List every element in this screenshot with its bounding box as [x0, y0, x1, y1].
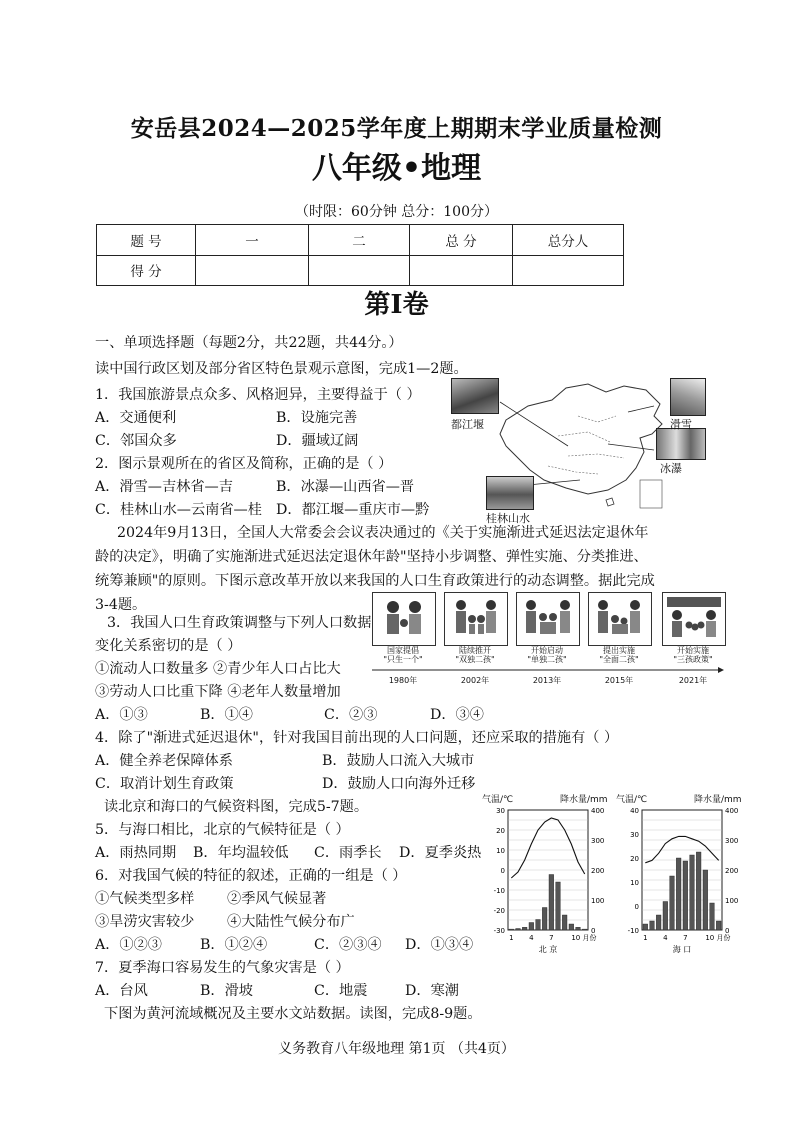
y2-tick-label: 100 — [591, 897, 605, 905]
exam-title: 安岳县2024—2025学年度上期期末学业质量检测 — [130, 115, 663, 142]
option: C．②③④ — [314, 937, 382, 953]
precipitation-bar — [656, 915, 661, 930]
family-illustration-icon — [373, 593, 435, 645]
option: B．滑坡 — [200, 983, 253, 999]
intro-text: 下图为黄河流域概况及主要水文站数据。读图，完成8-9题。 — [104, 1006, 482, 1022]
map-label: 滑雪 — [670, 418, 692, 431]
family-illustration-icon — [517, 593, 579, 645]
policy-caption: "单独二孩" — [527, 655, 567, 664]
option: D．都江堰—重庆市—黔 — [276, 502, 430, 518]
option: D．①③④ — [405, 937, 474, 953]
score-table-header-row — [97, 225, 624, 256]
dujiangyan-photo — [451, 378, 499, 414]
y-tick-label: 30 — [496, 807, 505, 815]
option: C．②③ — [324, 707, 378, 723]
temperature-curve — [511, 818, 584, 878]
option: A．①③ — [95, 707, 148, 723]
temperature-curve — [645, 836, 718, 862]
score-table-score-row — [97, 255, 624, 286]
precipitation-bar — [676, 858, 681, 930]
precipitation-bar — [696, 852, 701, 930]
precipitation-bar — [710, 903, 715, 930]
option: B．鼓励人口流入大城市 — [322, 753, 475, 769]
score-cell: 总 分 — [410, 225, 513, 256]
volume-title: 第I卷 — [364, 290, 429, 320]
chart-y2label: 降水量/mm — [560, 795, 608, 805]
policy-panel — [372, 592, 436, 646]
option: ③旱涝灾害较少 — [95, 914, 195, 930]
policy-year: 2013年 — [532, 676, 562, 685]
y2-tick-label: 0 — [725, 927, 730, 935]
timeline-axis — [372, 666, 724, 676]
question-stem: 1．我国旅游景点众多、风格迥异，主要得益于（ ） — [95, 387, 421, 403]
map-label: 桂林山水 — [486, 512, 530, 525]
option: A．健全养老保障体系 — [95, 753, 233, 769]
score-blank[interactable] — [309, 255, 410, 286]
y2-tick-label: 100 — [725, 897, 739, 905]
y-tick-label: 20 — [630, 855, 639, 863]
x-tick-label: 7 — [683, 934, 688, 942]
chart-ylabel: 气温/℃ — [482, 795, 514, 805]
precipitation-bar — [576, 927, 581, 930]
question-stem: 7．夏季海口容易发生的气象灾害是（ ） — [95, 960, 350, 976]
y-tick-label: 10 — [630, 879, 639, 887]
policy-year: 1980年 — [388, 676, 418, 685]
option: C．邻国众多 — [95, 433, 177, 449]
y2-tick-label: 200 — [725, 867, 739, 875]
precipitation-bar — [509, 929, 514, 930]
option: A．滑雪—吉林省—吉 — [95, 479, 233, 495]
precipitation-bar — [582, 929, 587, 930]
y2-tick-label: 300 — [591, 837, 605, 845]
policy-caption: 国家提倡 — [387, 646, 419, 655]
precipitation-bar — [542, 908, 547, 931]
option: C．取消计划生育政策 — [95, 776, 234, 792]
precipitation-bar — [703, 870, 708, 930]
policy-panel — [444, 592, 508, 646]
china-map-figure — [448, 376, 706, 525]
option: B．①④ — [200, 707, 253, 723]
question-stem: 5．与海口相比，北京的气候特征是（ ） — [95, 822, 350, 838]
policy-caption: "双独二孩" — [455, 655, 495, 664]
precipitation-bar — [716, 921, 721, 930]
precipitation-bar — [536, 920, 541, 931]
precipitation-bar — [562, 915, 567, 930]
policy-panel — [516, 592, 580, 646]
score-cell: 题 号 — [97, 225, 196, 256]
y2-tick-label: 400 — [725, 807, 739, 815]
map-label: 都江堰 — [451, 418, 484, 431]
exam-meta: （时限：60分钟 总分：100分） — [295, 204, 498, 220]
paragraph-line: 龄的决定》，明确了实施渐进式延迟法定退休年龄"坚持小步调整、弹性实施、分类推进、 — [95, 549, 648, 565]
policy-caption: 开始启动 — [531, 646, 563, 655]
intro-text: 读中国行政区划及部分省区特色景观示意图，完成1—2题。 — [95, 361, 468, 377]
option: D．寒潮 — [405, 983, 459, 999]
x-tick-label: 1 — [643, 934, 648, 942]
policy-panel — [662, 592, 726, 646]
y-tick-label: 40 — [630, 807, 639, 815]
option: A．雨热同期 — [95, 845, 177, 861]
precipitation-bar — [522, 927, 527, 930]
question-stem: 2．图示景观所在的省区及简称，正确的是（ ） — [95, 456, 393, 472]
family-illustration-icon — [445, 593, 507, 645]
x-tick-label: 4 — [663, 934, 668, 942]
precipitation-bar — [516, 929, 521, 931]
exam-subtitle: 八年级•地理 — [311, 151, 482, 186]
score-cell: 总分人 — [513, 225, 624, 256]
y2-tick-label: 200 — [591, 867, 605, 875]
policy-year: 2021年 — [678, 676, 708, 685]
precipitation-bar — [643, 924, 648, 930]
policy-year: 2015年 — [604, 676, 634, 685]
option: ①气候类型多样 — [95, 891, 195, 907]
y-tick-label: 20 — [496, 827, 505, 835]
precipitation-bar — [549, 875, 554, 931]
precipitation-bar — [683, 861, 688, 930]
policy-caption: 陆续推开 — [459, 646, 491, 655]
precipitation-bar — [569, 924, 574, 930]
option: B．设施完善 — [276, 410, 358, 426]
chart-y2label: 降水量/mm — [694, 795, 742, 805]
map-label: 冰瀑 — [660, 462, 682, 475]
score-cell: 得 分 — [97, 255, 196, 286]
option: A．交通便利 — [95, 410, 177, 426]
x-tick-label: 10 月份 — [571, 934, 597, 942]
option: D．疆域辽阔 — [276, 433, 359, 449]
skiing-photo — [670, 378, 706, 416]
y-tick-label: 30 — [630, 831, 639, 839]
x-tick-label: 4 — [529, 934, 534, 942]
precipitation-bar — [529, 923, 534, 931]
y-tick-label: -10 — [493, 887, 505, 895]
option: ③劳动人口比重下降 ④老年人数量增加 — [95, 684, 341, 700]
question-stem: 4．除了"渐进式延迟退休"，针对我国目前出现的人口问题，还应采取的措施有（ ） — [95, 730, 619, 746]
y2-tick-label: 400 — [591, 807, 605, 815]
option: D．③④ — [430, 707, 484, 723]
x-tick-label: 1 — [509, 934, 514, 942]
climate-charts — [482, 792, 740, 964]
policy-caption: "只生一个" — [383, 655, 423, 664]
paragraph-line: 统筹兼顾"的原则。下图示意改革开放以来我国的人口生育政策进行的动态调整。据此完成 — [95, 573, 655, 589]
y2-tick-label: 300 — [725, 837, 739, 845]
question-stem: 3．我国人口生育政策调整与下列人口数据 — [107, 615, 372, 631]
score-blank[interactable] — [513, 255, 624, 286]
ice-waterfall-photo — [656, 428, 706, 460]
precipitation-bar — [650, 921, 655, 930]
precipitation-bar — [690, 855, 695, 930]
option: ②季风气候显著 — [227, 891, 327, 907]
y-tick-label: -10 — [627, 927, 639, 935]
chart-ylabel: 气温/℃ — [616, 795, 648, 805]
family-illustration-icon — [589, 593, 651, 645]
precipitation-bar — [663, 902, 668, 931]
option: C．雨季长 — [314, 845, 382, 861]
policy-caption: 开始实施 — [677, 646, 709, 655]
option: D．鼓励人口向海外迁移 — [322, 776, 476, 792]
score-blank[interactable] — [196, 255, 309, 286]
precipitation-bar — [670, 876, 675, 930]
score-cell: 一 — [196, 225, 309, 256]
option: C．地震 — [314, 983, 368, 999]
question-stem: 变化关系密切的是（ ） — [95, 638, 242, 654]
climate-chart-svg — [482, 792, 740, 964]
option: ①流动人口数量多 ②青少年人口占比大 — [95, 661, 341, 677]
option: A．①②③ — [95, 937, 162, 953]
intro-text: 读北京和海口的气候资料图，完成5-7题。 — [104, 799, 369, 815]
section-heading: 一、单项选择题（每题2分，共22题，共44分。） — [95, 335, 403, 351]
option: D．夏季炎热 — [399, 845, 482, 861]
option: ④大陆性气候分布广 — [227, 914, 355, 930]
score-table — [96, 224, 624, 286]
policy-caption: "全面二孩" — [599, 655, 639, 664]
score-cell: 二 — [309, 225, 410, 256]
score-blank[interactable] — [410, 255, 513, 286]
y-tick-label: -30 — [493, 927, 505, 935]
x-tick-label: 10 月份 — [705, 934, 731, 942]
y-tick-label: 10 — [496, 847, 505, 855]
y-tick-label: -20 — [493, 907, 505, 915]
y-tick-label: 0 — [500, 867, 505, 875]
chart-title: 海 口 — [672, 945, 692, 954]
option: B．年均温较低 — [193, 845, 289, 861]
paragraph-line: 3-4题。 — [95, 597, 147, 613]
guilin-photo — [486, 476, 534, 510]
option: B．冰瀑—山西省—晋 — [276, 479, 415, 495]
x-tick-label: 7 — [549, 934, 554, 942]
policy-timeline — [372, 592, 724, 688]
option: B．①②④ — [200, 937, 268, 953]
question-stem: 6．对我国气候的特征的叙述，正确的一组是（ ） — [95, 868, 407, 884]
policy-caption: "三孩政策" — [673, 655, 713, 664]
policy-year: 2002年 — [460, 676, 490, 685]
paragraph-line: 2024年9月13日，全国人大常委会会议表决通过的《关于实施渐进式延迟法定退休年 — [117, 525, 649, 541]
policy-caption: 提出实施 — [603, 646, 635, 655]
policy-panel — [588, 592, 652, 646]
y2-tick-label: 0 — [591, 927, 596, 935]
page-footer: 义务教育八年级地理 第1页 （共4页） — [278, 1041, 515, 1057]
precipitation-bar — [556, 882, 561, 930]
option: A．台风 — [95, 983, 148, 999]
y-tick-label: 0 — [634, 903, 639, 911]
option: C．桂林山水—云南省—桂 — [95, 502, 262, 518]
family-illustration-icon — [663, 593, 725, 645]
chart-title: 北 京 — [538, 945, 558, 954]
